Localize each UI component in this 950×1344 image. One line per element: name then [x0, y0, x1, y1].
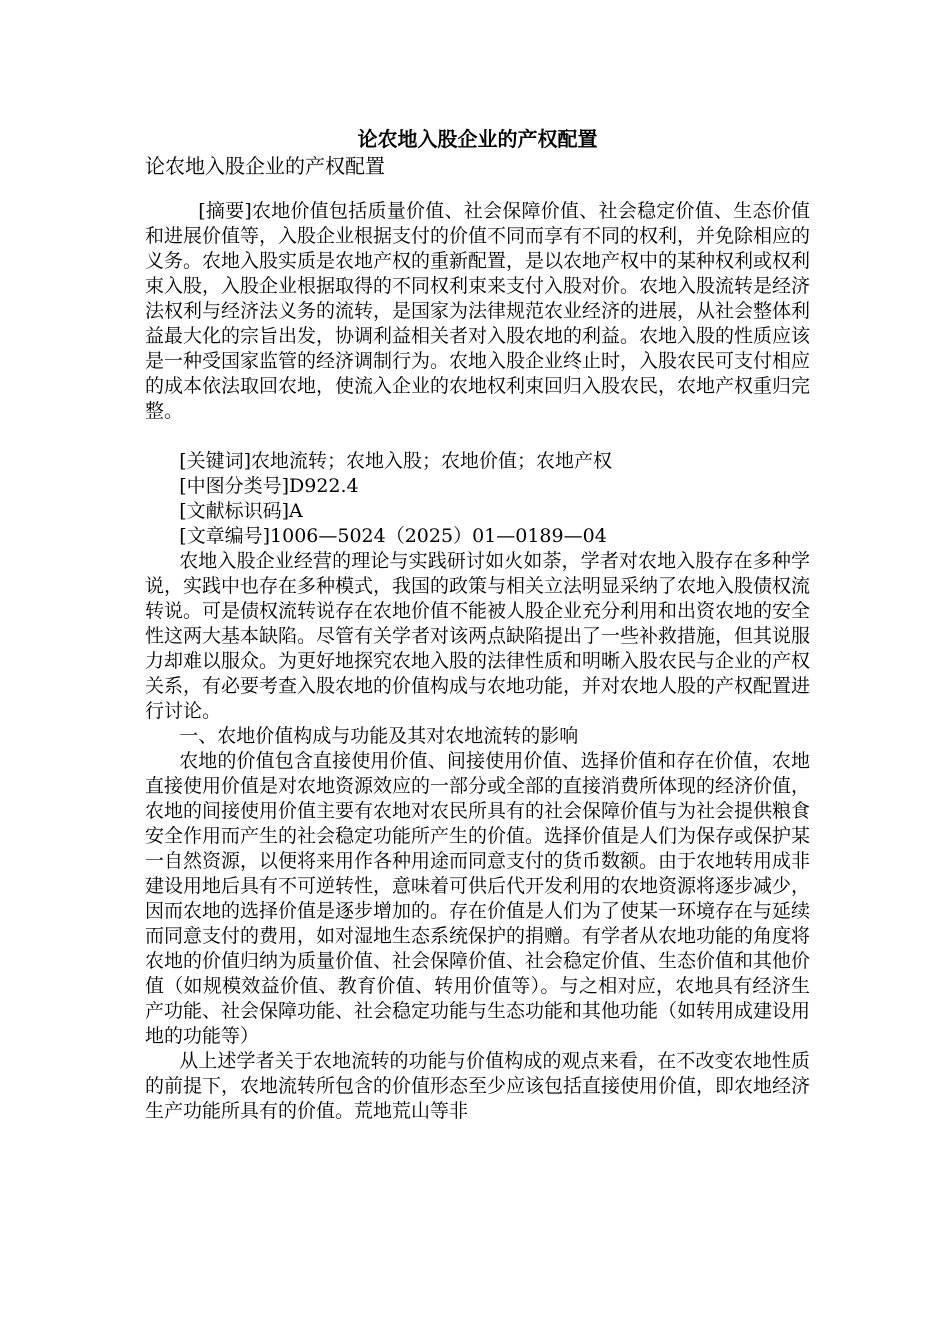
body-paragraph: 从上述学者关于农地流转的功能与价值构成的观点来看，在不改变农地性质的前提下，农地流转所包含的价值形态至少应该包括直接使用价值，即农地经济生产功能所具有的价值。荒地荒山等非	[145, 1050, 811, 1122]
document-subtitle: 论农地入股企业的产权配置	[145, 154, 385, 178]
abstract-paragraph: [摘要]农地价值包括质量价值、社会保障价值、社会稳定价值、生态价值和进展价值等，入股企业根据支付的价值不同而享有不同的权利，并免除相应的义务。农地入股实质是农地产权的重新配置，是以农地产权中的某种权利或权利束入股，入股企业根据取得的不同权利束来支付入股对价。农地入股流转是经济法权利与经济法义务的流转，是国家为法律规范农业经济的进展，从社会整体利益最大化的宗旨出发，协调利益相关者对入股农地的利益。农地入股的性质应该是一种受国家监管的经济调制行为。农地入股企业终止时，入股农民可支付相应的成本依法取回农地，使流入企业的农地权利束回归入股农民，农地产权重归完整。	[145, 200, 811, 422]
body-paragraph: 农地的价值包含直接使用价值、间接使用价值、选择价值和存在价值，农地直接使用价值是对农地资源效应的一部分或全部的直接消费所体现的经济价值，农地的间接使用价值主要有农地对农民所具有的社会保障价值与为社会提供粮食安全作用而产生的社会稳定功能所产生的价值。选择价值是人们为保存或保护某一自然资源，以便将来用作各种用途而同意支付的货币数额。由于农地转用成非建设用地后具有不可逆转性，意味着可供后代开发利用的农地资源将逐步减少，因而农地的选择价值是逐步增加的。存在价值是人们为了使某一环境存在与延续而同意支付的费用，如对湿地生态系统保护的捐赠。有学者从农地功能的角度将农地的价值归纳为质量价值、社会保障价值、社会稳定价值、生态价值和其他价值（如规模效益价值、教育价值、转用价值等）。与之相对应，农地具有经济生产功能、社会保障功能、社会稳定功能与生态功能和其他功能（如转用成建设用地的功能等）	[145, 750, 811, 1047]
document-body	[145, 124, 810, 1124]
document-title: 论农地入股企业的产权配置	[357, 127, 598, 151]
intro-paragraph: 农地入股企业经营的理论与实践研讨如火如荼，学者对农地入股存在多种学说，实践中也存在多种模式，我国的政策与相关立法明显采纳了农地入股债权流转说。可是债权流转说存在农地价值不能被人股企业充分利用和出资农地的安全性这两大基本缺陷。尽管有关学者对该两点缺陷提出了一些补救措施，但其说服力却难以服众。为更好地探究农地入股的法律性质和明晰入股农民与企业的产权关系，有必要考查入股农地的价值构成与农地功能，并对农地人股的产权配置进行讨论。	[145, 550, 811, 722]
section-heading: 一、农地价值构成与功能及其对农地流转的影响	[179, 725, 579, 747]
keywords-line: [关键词]农地流转；农地入股；农地价值；农地产权	[179, 450, 613, 472]
article-number-line: [文章编号]1006—5024（2025）01—0189—04	[179, 525, 607, 547]
classification-line: [中图分类号]D922.4	[179, 475, 359, 497]
document-code-line: [文献标识码]A	[179, 500, 303, 522]
